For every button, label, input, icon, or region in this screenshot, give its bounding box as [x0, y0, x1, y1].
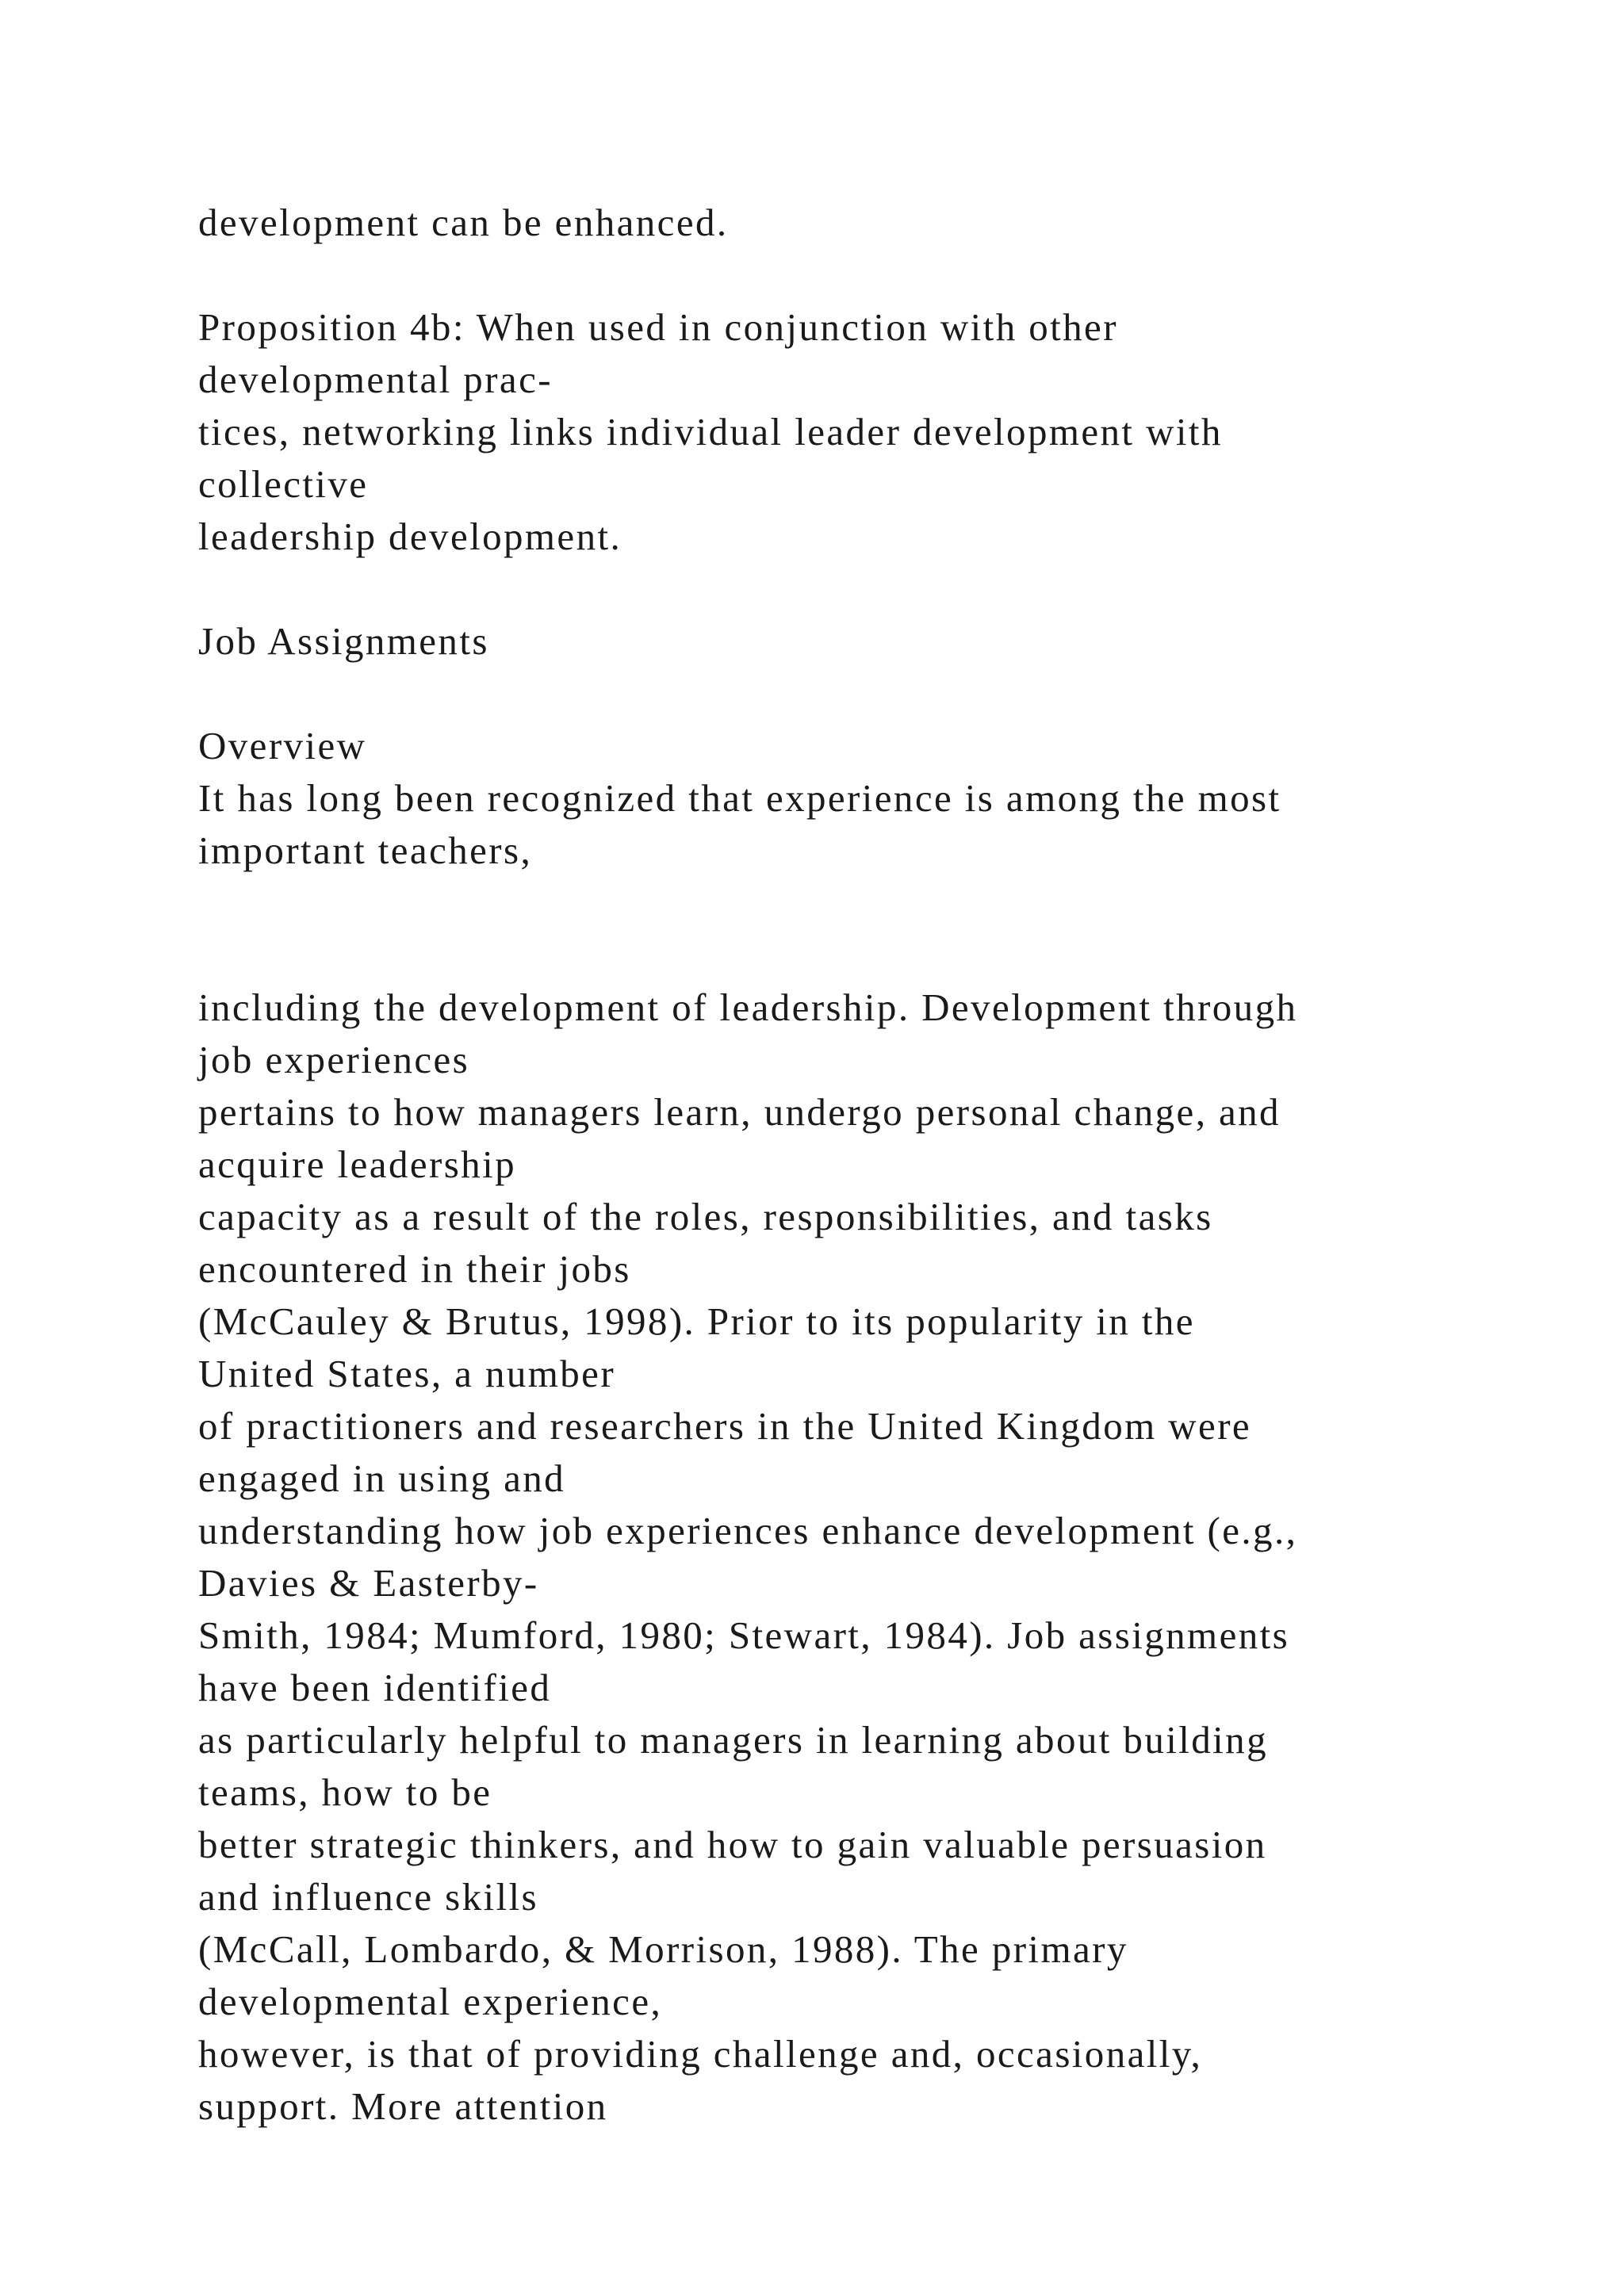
body-line: better strategic thinkers, and how to gain valuable persuasion — [198, 1823, 1267, 1866]
body-line: however, is that of providing challenge and, occasionally, — [198, 2032, 1203, 2076]
body-line: support. More attention — [198, 2084, 608, 2128]
body-line: (McCall, Lombardo, & Morrison, 1988). The primary — [198, 1927, 1128, 1971]
body-line: understanding how job experiences enhance development (e.g., — [198, 1509, 1298, 1552]
proposition-line: tices, networking links individual leader development with — [198, 410, 1223, 453]
body-line: job experiences — [198, 1038, 470, 1081]
proposition-line: Proposition 4b: When used in conjunction with other — [198, 305, 1118, 349]
body-line: have been identified — [198, 1666, 552, 1709]
body-line: including the development of leadership. Development through — [198, 985, 1298, 1029]
body-line: engaged in using and — [198, 1456, 566, 1500]
body-line: United States, a number — [198, 1352, 616, 1395]
body-line: encountered in their jobs — [198, 1247, 631, 1291]
body-line: pertains to how managers learn, undergo personal change, and — [198, 1090, 1281, 1134]
proposition-line: leadership development. — [198, 515, 622, 558]
body-line: It has long been recognized that experience is among the most — [198, 776, 1281, 820]
body-line: acquire leadership — [198, 1142, 516, 1186]
body-line: as particularly helpful to managers in learning about building — [198, 1718, 1268, 1762]
body-line: capacity as a result of the roles, responsibilities, and tasks — [198, 1195, 1213, 1238]
document-page — [198, 197, 1467, 2133]
subsection-heading: Overview — [198, 724, 367, 767]
section-heading: Job Assignments — [198, 619, 489, 663]
body-line: Davies & Easterby- — [198, 1561, 539, 1605]
blank-line — [198, 563, 1467, 615]
proposition-line: developmental prac- — [198, 358, 553, 401]
body-line: of practitioners and researchers in the United Kingdom were — [198, 1404, 1252, 1448]
body-line: developmental experience, — [198, 1980, 663, 2023]
blank-line — [198, 929, 1467, 982]
blank-line — [198, 877, 1467, 929]
proposition-line: collective — [198, 462, 369, 506]
blank-line — [198, 668, 1467, 720]
body-line: important teachers, — [198, 828, 533, 872]
body-line: (McCauley & Brutus, 1998). Prior to its popularity in the — [198, 1299, 1195, 1343]
body-line: Smith, 1984; Mumford, 1980; Stewart, 1984). Job assignments — [198, 1613, 1290, 1657]
body-line: teams, how to be — [198, 1770, 492, 1814]
body-line: and influence skills — [198, 1875, 539, 1919]
blank-line — [198, 249, 1467, 301]
text-line: development can be enhanced. — [198, 201, 729, 244]
